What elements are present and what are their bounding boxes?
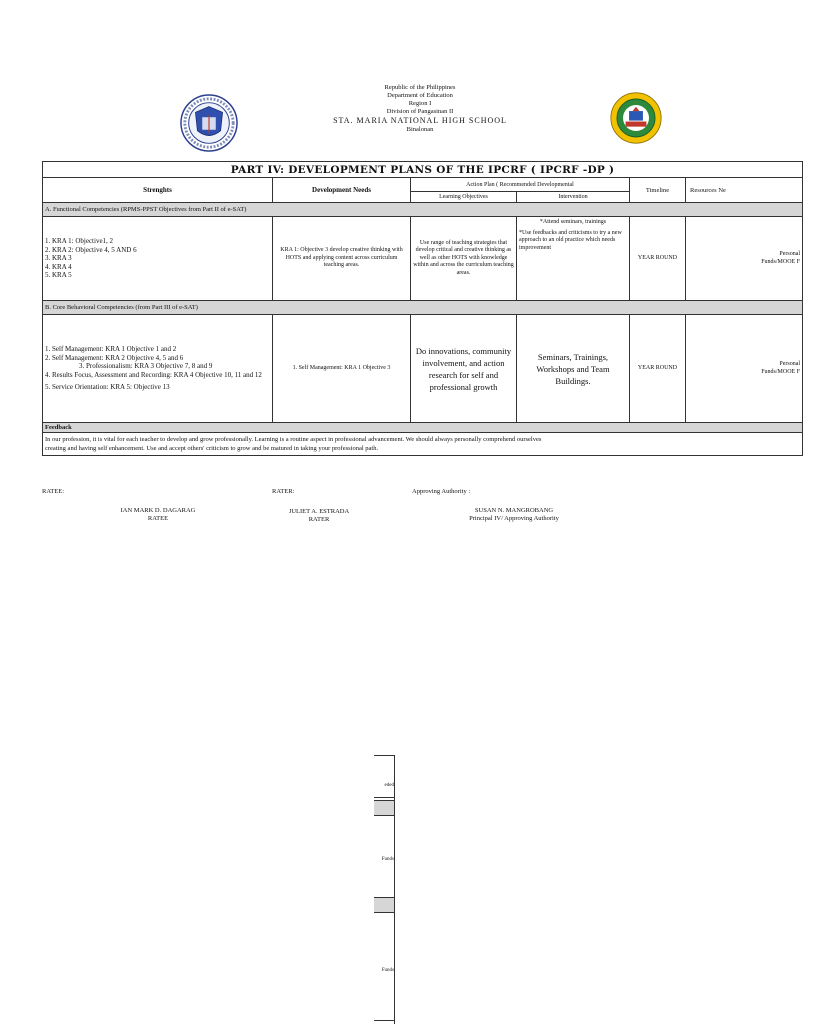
fragment-shaded-row xyxy=(374,800,394,816)
section-b-label: B. Core Behavioral Competencies (from Part III of e-SAT) xyxy=(43,301,803,315)
ratee-name: IAN MARK D. DAGARAG xyxy=(120,507,196,514)
approver-name: SUSAN N. MANGROBANG xyxy=(474,507,554,514)
list-item: 1. Self Management: KRA 1 Objective 1 and 2 xyxy=(45,345,177,354)
list-item: 3. KRA 3 xyxy=(45,254,72,263)
list-item: 2. KRA 2: Objective 4, 5 AND 6 xyxy=(45,245,137,254)
list-item: 4. KRA 4 xyxy=(45,262,72,271)
section-b-resources xyxy=(686,315,803,423)
section-b-strengths xyxy=(43,315,273,423)
list-item: 4. Results Focus, Assessment and Recording: KRA 4 Objective 10, 11 and 12 xyxy=(45,370,262,379)
ratee-signature-block xyxy=(96,507,220,523)
fragment-text: Funds xyxy=(381,968,394,973)
feedback-line: In our profession, it is vital for each teacher to develop and grow professionally. Learning is a routine aspect in professional advancement. We should always personally comprehend ourselves xyxy=(45,436,542,443)
section-b-learning-objectives: Do innovations, community involvement, and action research for self and professional growth xyxy=(411,315,517,423)
fragment-text: eded xyxy=(384,783,394,788)
section-a-label: A. Functional Competencies (RPMS-PPST Objectives from Part II of e-SAT) xyxy=(43,203,803,217)
section-a-intervention xyxy=(517,217,630,301)
ipcrf-dp-table xyxy=(42,161,803,456)
approver-role: Principal IV/ Approving Authority xyxy=(469,515,559,522)
fragment-rule xyxy=(374,755,394,756)
header-line: Division of Pangasinan II xyxy=(386,108,454,115)
rater-role: RATER xyxy=(308,516,330,523)
header-timeline: Timeline xyxy=(630,178,686,203)
school-name: STA. MARIA NATIONAL HIGH SCHOOL xyxy=(333,116,507,125)
school-seal-icon xyxy=(610,92,662,144)
approving-authority-label: Approving Authority : xyxy=(412,488,471,495)
rater-signature-block xyxy=(264,508,374,524)
section-a-learning-objectives: Use range of teaching strategies that develop critical and creative thinking as well as other HOTS with knowledge within and across the curriculum teaching areas. xyxy=(411,217,517,301)
section-a-timeline: YEAR ROUND xyxy=(630,217,686,301)
section-b-dev-needs: 1. Self Management: KRA 1 Objective 3 xyxy=(273,315,411,423)
header-strengths: Strenghts xyxy=(43,178,273,203)
section-a-dev-needs: KRA 1: Objective 3 develop creative thinking with HOTS and applying content across curriculum teaching areas. xyxy=(273,217,411,301)
approver-signature-block xyxy=(440,507,588,523)
resources-line: Personal xyxy=(779,361,801,367)
header-line: Republic of the Philippines xyxy=(384,84,456,91)
resources-line: Personal xyxy=(779,251,801,257)
section-b-intervention: Seminars, Trainings, Workshops and Team Buildings. xyxy=(517,315,630,423)
section-b-timeline: YEAR ROUND xyxy=(630,315,686,423)
header-learning-objectives: Learning Objectives xyxy=(411,192,517,203)
table-title: PART IV: DEVELOPMENT PLANS OF THE IPCRF ( IPCRF -DP ) xyxy=(43,162,803,178)
fragment-text: Funds xyxy=(381,857,394,862)
list-item: 3. Professionalism: KRA 3 Objective 7, 8 and 9 xyxy=(79,362,213,371)
ratee-label: RATEE: xyxy=(42,488,65,495)
list-item: 5. KRA 5 xyxy=(45,271,72,280)
intervention-line: *Use feedbacks and criticisms to try a new approach to an old practice which needs improvement xyxy=(519,229,622,251)
header-line: Region I xyxy=(408,100,432,107)
header-intervention: Intervention xyxy=(517,192,630,203)
ratee-role: RATEE xyxy=(147,515,169,522)
header-action-plan: Action Plan ( Recommended Developmental xyxy=(411,178,630,192)
section-a-resources xyxy=(686,217,803,301)
rater-name: JULIET A. ESTRADA xyxy=(288,508,350,515)
intervention-line: *Attend seminars, trainings xyxy=(539,219,607,225)
list-item: 2. Self Management: KRA 2 Objective 4, 5 and 6 xyxy=(45,353,184,362)
page-fragment xyxy=(374,755,395,1024)
resources-line: Funds/MOOE F xyxy=(761,258,801,265)
header-resources: Resources Ne xyxy=(686,178,803,203)
header-line: Department of Education xyxy=(387,92,453,99)
fragment-rule xyxy=(374,1020,394,1021)
fragment-rule xyxy=(374,797,394,798)
feedback-text xyxy=(43,433,803,456)
header-place: Binalonan xyxy=(406,126,434,133)
list-item: 1. KRA 1: Objective1, 2 xyxy=(45,237,114,246)
list-item: 5. Service Orientation: KRA 5: Objective 13 xyxy=(45,383,170,392)
section-a-strengths xyxy=(43,217,273,301)
rater-label: RATER: xyxy=(272,488,295,495)
fragment-shaded-row xyxy=(374,897,394,913)
document-header xyxy=(0,84,840,134)
feedback-line: creating and having self enhancement. Use and accept others' criticism to grow and be matured in taking your professional path. xyxy=(45,445,379,452)
feedback-label: Feedback xyxy=(43,423,803,433)
resources-line: Funds/MOOE F xyxy=(761,368,801,375)
header-development-needs: Development Needs xyxy=(273,178,411,203)
